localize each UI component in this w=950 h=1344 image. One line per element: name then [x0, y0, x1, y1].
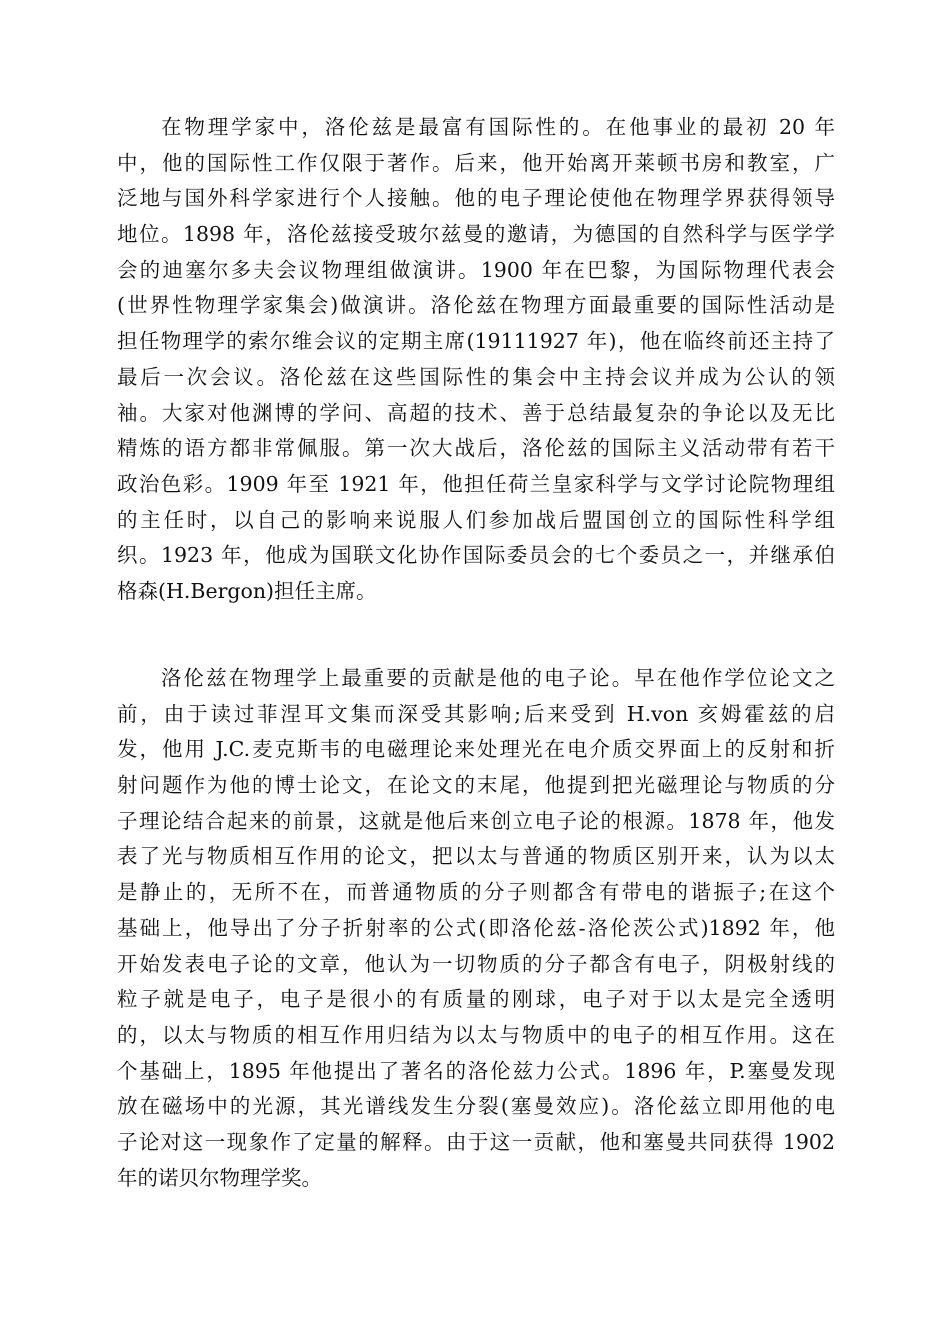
text-line: 地位。1898 年，洛伦兹接受玻尔兹曼的邀请，为德国的自然科学与医学学: [117, 222, 835, 247]
text-line: 子理论结合起来的前景，这就是他后来创立电子论的根源。1878 年，他发: [117, 808, 835, 833]
text-line: 基础上，他导出了分子折射率的公式(即洛伦兹-洛伦茨公式)1892 年，他: [117, 915, 835, 940]
text-line: 个基础上，1895 年他提出了著名的洛伦兹力公式。1896 年，P.塞曼发现: [117, 1058, 835, 1083]
text-line: 放在磁场中的光源，其光谱线发生分裂(塞曼效应)。洛伦兹立即用他的电: [117, 1094, 835, 1119]
text-line: 精炼的语方都非常佩服。第一次大战后，洛伦兹的国际主义活动带有若干: [117, 436, 835, 461]
text-line: (世界性物理学家集会)做演讲。洛伦兹在物理方面最重要的国际性活动是: [117, 293, 835, 318]
text-line: 子论对这一现象作了定量的解释。由于这一贡献，他和塞曼共同获得 1902: [117, 1129, 835, 1154]
text-line: 前，由于读过菲涅耳文集而深受其影响;后来受到 H.von 亥姆霍兹的启: [117, 701, 835, 726]
text-line: 洛伦兹在物理学上最重要的贡献是他的电子论。早在他作学位论文之: [161, 666, 835, 690]
text-line: 粒子就是电子，电子是很小的有质量的刚球，电子对于以太是完全透明: [117, 987, 835, 1012]
text-line: 格森(H.Bergon)担任主席。: [117, 578, 377, 603]
text-line: 发，他用 J.C.麦克斯韦的电磁理论来处理光在电介质交界面上的反射和折: [117, 737, 835, 762]
text-line: 是静止的，无所不在，而普通物质的分子则都含有带电的谐振子;在这个: [117, 880, 835, 905]
text-line: 表了光与物质相互作用的论文，把以太与普通的物质区别开来，认为以太: [117, 844, 835, 869]
text-line: 泛地与国外科学家进行个人接触。他的电子理论使他在物理学界获得领导: [117, 186, 835, 211]
text-line: 中，他的国际性工作仅限于著作。后来，他开始离开莱顿书房和教室，广: [117, 150, 835, 175]
text-line: 袖。大家对他渊博的学问、高超的技术、善于总结最复杂的争论以及无比: [117, 400, 835, 425]
text-line: 织。1923 年，他成为国联文化协作国际委员会的七个委员之一，并继承伯: [117, 543, 835, 568]
text-line: 担任物理学的索尔维会议的定期主席(19111927 年)，他在临终前还主持了: [117, 329, 835, 354]
text-line: 射问题作为他的博士论文，在论文的末尾，他提到把光磁理论与物质的分: [117, 773, 835, 798]
text-line: 会的迪塞尔多夫会议物理组做演讲。1900 年在巴黎，为国际物理代表会: [117, 257, 835, 282]
text-line: 在物理学家中，洛伦兹是最富有国际性的。在他事业的最初 20 年: [161, 115, 835, 139]
text-line: 开始发表电子论的文章，他认为一切物质的分子都含有电子，阴极射线的: [117, 951, 835, 976]
text-line: 的主任时，以自己的影响来说服人们参加战后盟国创立的国际性科学组: [117, 507, 835, 532]
text-line: 年的诺贝尔物理学奖。: [117, 1165, 322, 1190]
text-line: 的，以太与物质的相互作用归结为以太与物质中的电子的相互作用。这在: [117, 1022, 835, 1047]
paragraph-electron-theory: [117, 661, 835, 1196]
text-line: 政治色彩。1909 年至 1921 年，他担任荷兰皇家科学与文学讨论院物理组: [117, 471, 835, 496]
text-line: 最后一次会议。洛伦兹在这些国际性的集会中主持会议并成为公认的领: [117, 364, 835, 389]
paragraph-international-activities: [117, 110, 835, 610]
